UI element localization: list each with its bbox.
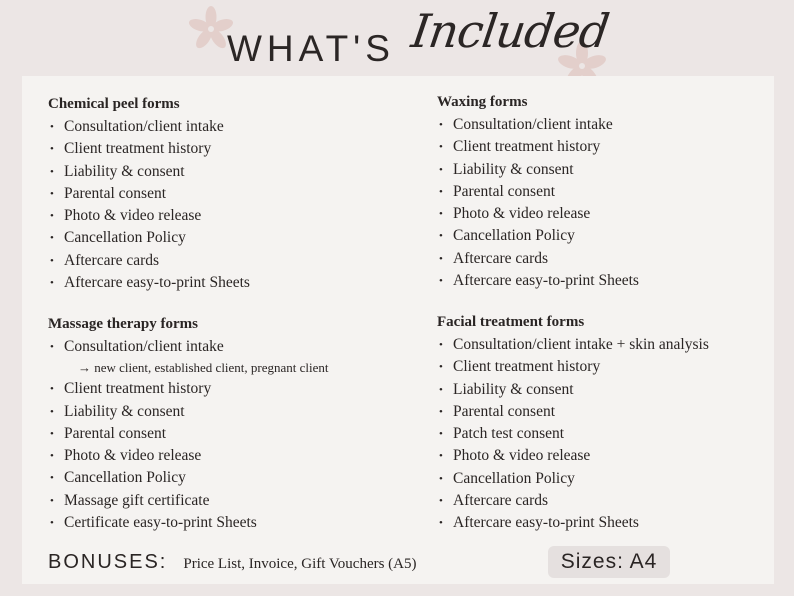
sizes-badge: Sizes: A4 xyxy=(548,546,670,578)
list-item: • Client treatment history xyxy=(50,380,212,398)
list-item: • Parental consent xyxy=(439,182,556,200)
list-item: • Aftercare easy-to-print Sheets xyxy=(439,272,639,290)
item-list xyxy=(437,114,639,292)
list-item: • Patch test consent xyxy=(439,425,565,443)
list-item: • Photo & video release xyxy=(50,207,202,225)
list-item: • Cancellation Policy xyxy=(439,227,575,245)
page-title xyxy=(0,4,794,78)
section-heading: Massage therapy forms xyxy=(48,316,198,332)
list-item: • Parental consent xyxy=(50,184,167,202)
section-heading: Facial treatment forms xyxy=(437,314,585,330)
section-heading: Chemical peel forms xyxy=(48,96,180,112)
list-item: • Certificate easy-to-print Sheets xyxy=(50,514,257,532)
list-item: • Massage gift certificate xyxy=(50,491,210,509)
list-item: • Client treatment history xyxy=(439,358,601,376)
list-item: • Consultation/client intake xyxy=(439,116,613,133)
list-item: • Liability & consent xyxy=(50,162,185,180)
list-item: • Aftercare cards xyxy=(439,492,549,510)
list-item: • Consultation/client intake xyxy=(50,118,224,135)
item-list xyxy=(48,336,329,534)
list-item: • Consultation/client intake xyxy=(50,338,224,355)
list-item: • Cancellation Policy xyxy=(439,469,575,487)
list-item: • Photo & video release xyxy=(439,205,591,223)
list-item: • Photo & video release xyxy=(439,447,591,465)
section-massage-therapy xyxy=(48,315,329,534)
list-item: • Aftercare easy-to-print Sheets xyxy=(50,274,250,292)
list-item: • Liability & consent xyxy=(439,160,574,178)
list-item: • Parental consent xyxy=(439,402,556,420)
list-item: • Consultation/client intake + skin analysis xyxy=(439,336,709,353)
list-item: • Cancellation Policy xyxy=(50,469,186,487)
list-sub-item: → new client, established client, pregnant client xyxy=(78,360,329,376)
list-item: • Photo & video release xyxy=(50,447,202,465)
list-item: • Aftercare cards xyxy=(50,251,160,269)
list-item: • Liability & consent xyxy=(50,402,185,420)
title-script-text: Included xyxy=(408,4,612,58)
list-item: • Parental consent xyxy=(50,424,167,442)
bonuses-line xyxy=(48,551,417,574)
bonuses-text: Price List, Invoice, Gift Vouchers (A5) xyxy=(183,556,417,572)
list-item: • Aftercare easy-to-print Sheets xyxy=(439,514,639,532)
section-chemical-peel xyxy=(48,95,250,294)
list-item: • Aftercare cards xyxy=(439,249,549,267)
title-print-text: WHAT'S xyxy=(227,28,395,69)
list-item: • Client treatment history xyxy=(50,140,212,158)
item-list xyxy=(48,116,250,294)
list-item: • Client treatment history xyxy=(439,138,601,156)
item-list xyxy=(437,334,709,535)
section-waxing xyxy=(437,93,639,292)
section-facial-treatment xyxy=(437,313,709,535)
section-heading: Waxing forms xyxy=(437,94,528,110)
bonuses-label: BONUSES: xyxy=(48,551,168,573)
list-item: • Liability & consent xyxy=(439,380,574,398)
list-item: • Cancellation Policy xyxy=(50,229,186,247)
